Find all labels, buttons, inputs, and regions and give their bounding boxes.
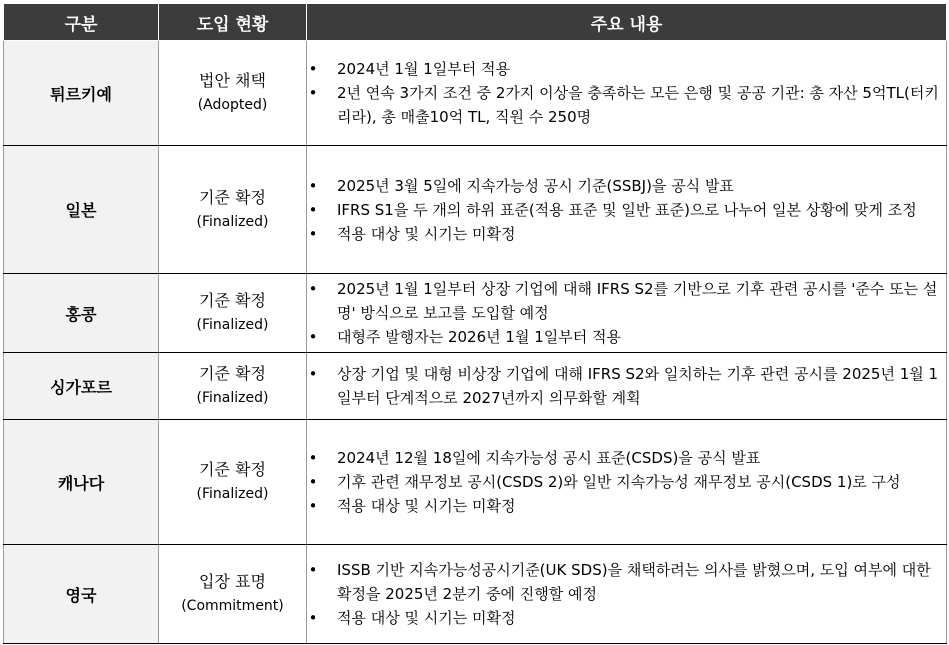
list-item <box>307 222 946 246</box>
table-row <box>4 420 947 545</box>
content-list <box>307 558 946 630</box>
list-item <box>307 325 946 349</box>
bullet-icon: • <box>308 473 318 491</box>
list-item-text: 대형주 발행자는 2026년 1월 1일부터 적용 <box>337 328 621 346</box>
list-item-text: 상장 기업 및 대형 비상장 기업에 대해 IFRS S2와 일치하는 기후 관련 공시를 2025년 1월 1일부터 단계적으로 2027년까지 의무화할 계획 <box>337 365 939 407</box>
bullet-icon: • <box>308 60 318 78</box>
bullet-icon: • <box>308 224 318 243</box>
header-category: 구분 <box>4 4 159 41</box>
list-item-text: 2024년 1월 1일부터 적용 <box>337 60 510 78</box>
status-cell <box>159 420 307 545</box>
table-row <box>4 545 947 644</box>
status-korean: 기준 확정 <box>199 187 266 207</box>
status-korean: 기준 확정 <box>199 291 266 310</box>
status-english: (Finalized) <box>196 317 269 333</box>
bullet-icon: • <box>308 365 318 383</box>
list-item <box>307 446 946 470</box>
header-main-content: 주요 내용 <box>307 4 947 41</box>
country-cell: 홍콩 <box>4 274 159 353</box>
bullet-icon: • <box>308 449 318 467</box>
status-korean: 기준 확정 <box>199 364 266 383</box>
list-item <box>307 606 946 630</box>
bullet-icon: • <box>308 497 318 515</box>
status-korean: 기준 확정 <box>199 460 266 479</box>
list-item-text: IFRS S1을 두 개의 하위 표준(적용 표준 및 일반 표준)으로 나누어 일본 상황에 맞게 조정 <box>337 200 917 219</box>
list-item-text: ISSB 기반 지속가능성공시기준(UK SDS)을 채택하려는 의사를 밝혔으며, 도입 여부에 대한 확정을 2025년 2분기 중에 진행할 예정 <box>337 561 931 603</box>
content-cell <box>307 545 947 644</box>
status-cell <box>159 146 307 274</box>
list-item <box>307 558 946 606</box>
bullet-icon: • <box>308 609 318 627</box>
status-korean: 법안 채택 <box>199 71 266 90</box>
list-item <box>307 174 946 198</box>
status-english: (Commitment) <box>181 598 284 614</box>
table-row <box>4 353 947 420</box>
list-item-text: 적용 대상 및 시기는 미확정 <box>337 497 516 515</box>
country-cell: 튀르키예 <box>4 41 159 146</box>
country-cell: 싱가포르 <box>4 353 159 420</box>
list-item-text: 기후 관련 재무정보 공시(CSDS 2)와 일반 지속가능성 재무정보 공시(CSDS 1)로 구성 <box>337 473 901 491</box>
bullet-icon: • <box>308 561 318 579</box>
list-item-text: 적용 대상 및 시기는 미확정 <box>337 224 516 243</box>
list-item <box>307 494 946 518</box>
content-list <box>307 277 946 349</box>
status-english: (Adopted) <box>197 97 268 113</box>
content-list <box>307 446 946 518</box>
table-row <box>4 274 947 353</box>
list-item-text: 2년 연속 3가지 조건 중 2가지 이상을 충족하는 모든 은행 및 공공 기관: 총 자산 5억TL(터키 리라), 총 매출10억 TL, 직원 수 250명 <box>337 84 939 126</box>
bullet-icon: • <box>308 328 318 346</box>
status-english: (Finalized) <box>196 213 269 230</box>
country-cell: 일본 <box>4 146 159 274</box>
list-item <box>307 470 946 494</box>
table-row <box>4 146 947 274</box>
bullet-icon: • <box>308 280 318 298</box>
content-cell <box>307 353 947 420</box>
list-item-text: 2024년 12월 18일에 지속가능성 공시 표준(CSDS)을 공식 발표 <box>337 449 761 467</box>
table-header-row <box>4 4 947 41</box>
content-cell <box>307 146 947 274</box>
status-korean: 입장 표명 <box>199 572 266 591</box>
content-cell <box>307 420 947 545</box>
country-cell: 캐나다 <box>4 420 159 545</box>
list-item <box>307 81 946 129</box>
status-cell <box>159 545 307 644</box>
list-item <box>307 57 946 81</box>
status-cell <box>159 274 307 353</box>
list-item-text: 적용 대상 및 시기는 미확정 <box>337 609 516 627</box>
status-cell <box>159 41 307 146</box>
table-row <box>4 41 947 146</box>
status-english: (Finalized) <box>196 486 269 502</box>
list-item-text: 2025년 3월 5일에 지속가능성 공시 기준(SSBJ)을 공식 발표 <box>337 176 734 195</box>
content-cell <box>307 41 947 146</box>
content-cell <box>307 274 947 353</box>
bullet-icon: • <box>308 84 318 102</box>
header-adoption-status: 도입 현황 <box>159 4 307 41</box>
bullet-icon: • <box>308 176 318 195</box>
adoption-status-table <box>3 3 947 644</box>
list-item <box>307 362 946 410</box>
status-english: (Finalized) <box>196 390 269 406</box>
list-item <box>307 198 946 222</box>
list-item <box>307 277 946 325</box>
content-list <box>307 57 946 129</box>
list-item-text: 2025년 1월 1일부터 상장 기업에 대해 IFRS S2를 기반으로 기후 관련 공시를 '준수 또는 설명' 방식으로 보고를 도입할 예정 <box>337 280 938 322</box>
table-body <box>4 41 947 644</box>
country-cell: 영국 <box>4 545 159 644</box>
status-cell <box>159 353 307 420</box>
content-list <box>307 362 946 410</box>
bullet-icon: • <box>308 200 318 219</box>
content-list <box>307 174 946 246</box>
